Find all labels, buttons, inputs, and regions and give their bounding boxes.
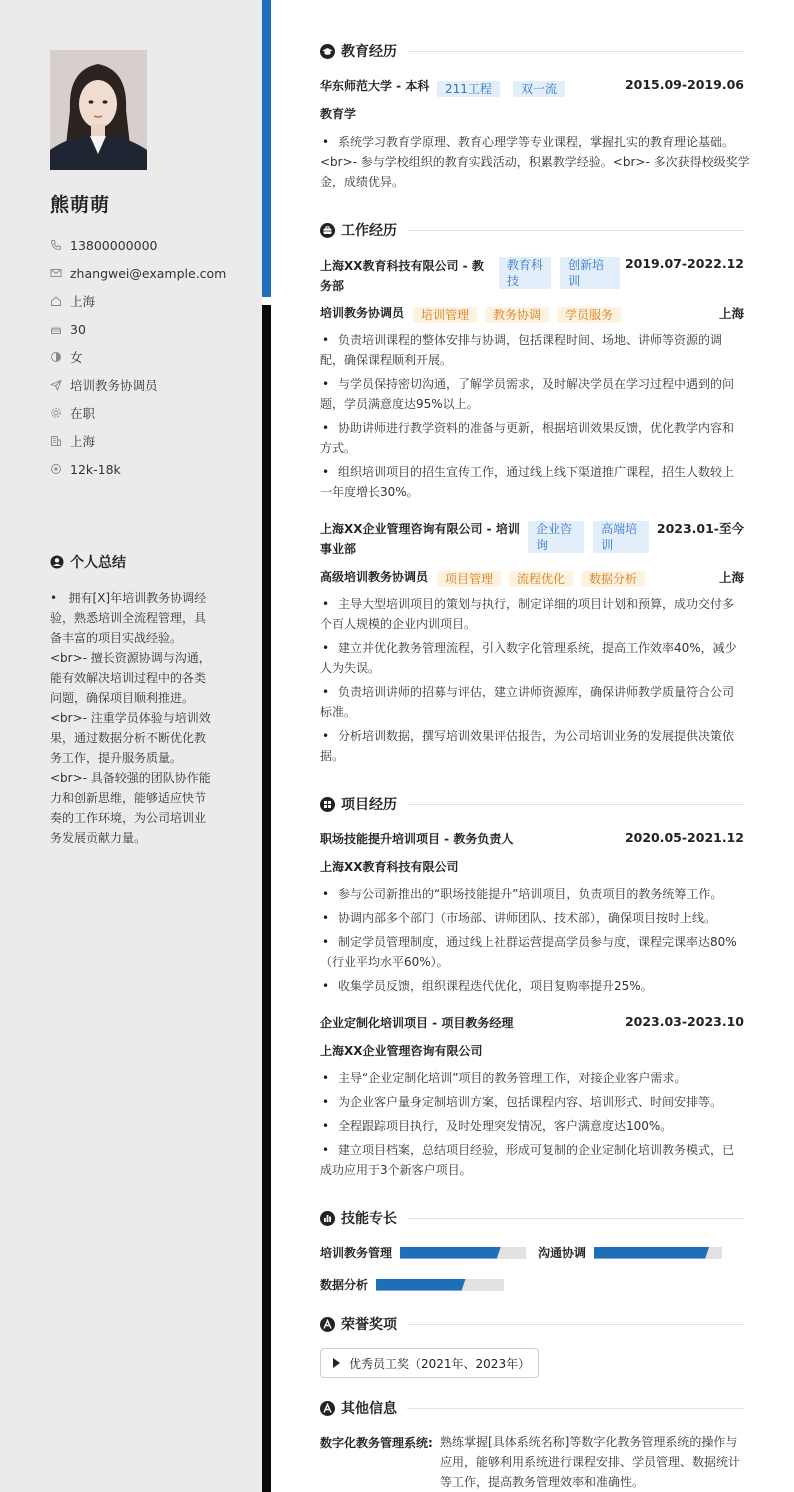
summary-line: 果，通过数据分析不断优化教 [50,731,207,745]
job-bullets [320,330,744,506]
other-label: 数字化教务管理系统: [320,1436,433,1450]
job-company: 上海XX企业管理咨询有限公司 - 培训 事业部 [320,522,520,556]
award-text: 优秀员工奖（2021年、2023年） [349,1356,531,1371]
project-bullet: • 协调内部多个部门（市场部、讲师团队、技术部），确保项目按时上线。 [320,908,744,928]
skill-item [538,1244,722,1261]
info-gender [50,343,250,371]
contact-info-list [50,231,250,483]
job-tag: 教育科 技 [499,257,551,289]
info-city [50,427,250,455]
phone-icon [50,239,62,251]
salary-text: 12k-18k [70,461,121,477]
skill-fill [400,1247,501,1259]
job-bullet: • 负责培训课程的整体安排与协调，包括课程时间、场地、讲师等资源的调 配，确保课程顺利开展。 [320,330,744,370]
education-tag: 211工程 [437,81,500,97]
project-bullets [320,884,744,1000]
major-name: 教育学 [320,107,357,121]
project-bullet: • 参与公司新推出的“职场技能提升”培训项目，负责项目的教务统筹工作。 [320,884,744,904]
project-bullet: • 制定学员管理制度，通过线上社群运营提高学员参与度，课程完课率达80% （行业平均水平60%）。 [320,932,744,972]
status-gear-icon [50,407,62,419]
skills-heading [320,1208,744,1228]
info-icon [320,1401,335,1416]
section-rule [407,1218,744,1219]
skill-name: 培训教务管理 [320,1246,393,1260]
info-age [50,315,250,343]
job-bullet: • 分析培训数据，撰写培训效果评估报告，为公司培训业务的发展提供决策依 据。 [320,726,744,766]
sidebar [0,0,262,1492]
home-icon [50,295,62,307]
divider-bar [262,305,271,1492]
skill-item [320,1244,526,1261]
info-location [50,287,250,315]
project-name: 职场技能提升培训项目 - 教务负责人 [320,832,514,846]
skill-name: 数据分析 [320,1278,369,1292]
summary-body [50,588,212,848]
skill-tag: 教务协调 [485,307,549,323]
summary-line: 验，熟悉培训全流程管理，具 [50,611,207,625]
project-company: 上海XX教育科技有限公司 [320,860,459,874]
grid-icon [320,797,335,812]
info-email [50,259,250,287]
skills-title: 技能专长 [341,1211,397,1227]
job-role: 高级培训教务协调员 [320,570,429,584]
job-bullet: • 协助讲师进行教学资料的准备与更新，根据培训效果反馈，优化教学内容和 方式。 [320,418,744,458]
skill-tag: 项目管理 [437,571,501,587]
project-date: 2023.03-2023.10 [624,1014,744,1029]
salary-icon [50,463,62,475]
summary-line: 能有效解决培训过程中的各类 [50,671,207,685]
job-location: 上海 [718,306,744,321]
project-bullet: • 为企业客户量身定制培训方案，包括课程内容、培训形式、时间安排等。 [320,1092,744,1112]
project-bullet: • 收集学员反馈，组织课程迭代优化，项目复购率提升25%。 [320,976,744,996]
other-title: 其他信息 [341,1401,397,1417]
project-date: 2020.05-2021.12 [624,830,744,845]
award-item[interactable] [320,1348,539,1378]
section-rule [407,1324,744,1325]
job-date: 2023.01-至今 [656,521,744,536]
summary-line: 力和创新思维，能够适应快节 [50,791,207,805]
building-icon [50,435,62,447]
email-text: zhangwei@example.com [70,265,227,281]
send-icon [50,379,62,391]
age-text: 30 [70,321,86,337]
job-role: 培训教务协调员 [320,306,405,320]
skill-tag: 培训管理 [413,307,477,323]
bar-chart-icon [320,1211,335,1226]
summary-title-text: 个人总结 [70,555,126,571]
job-skill-tags [413,304,629,323]
skill-item [320,1276,504,1293]
city-text: 上海 [70,434,96,449]
job-bullet: • 主导大型培训项目的策划与执行，制定详细的项目计划和预算，成功交付多 个百人规模的企业内训项目。 [320,594,744,634]
project-name: 企业定制化培训项目 - 项目教务经理 [320,1016,514,1030]
section-rule [407,1408,744,1409]
status-text: 在职 [70,406,96,421]
skill-tag: 学员服务 [557,307,621,323]
location-text: 上海 [70,294,96,309]
work-heading [320,220,744,240]
graduation-cap-icon [320,44,335,59]
job-bullet: • 建立并优化教务管理流程，引入数字化管理系统，提高工作效率40%，减少 人为失误。 [320,638,744,678]
school-name: 华东师范大学 - 本科 [320,79,430,93]
education-desc-item: • 系统学习教育学原理、教育心理学等专业课程，掌握扎实的教育理论基础。 <br>- 参与学校组织的教育实践活动，积累教学经验。<br>- 多次获得校级奖学 金，成绩优异。 [320,132,744,192]
summary-line: <br>- 擅长资源协调与沟通， [50,651,211,665]
education-heading [320,41,744,61]
skill-tag: 流程优化 [509,571,573,587]
info-phone [50,231,250,259]
projects-title: 项目经历 [341,797,397,813]
job-bullet: • 组织培训项目的招生宣传工作，通过线上线下渠道推广课程，招生人数较上 一年度增长30%。 [320,462,744,502]
phone-text: 13800000000 [70,237,158,253]
job-company: 上海XX教育科技有限公司 - 教 务部 [320,259,484,293]
summary-heading [50,552,126,572]
education-tag: 双一流 [513,81,565,97]
summary-line: <br>- 注重学员体验与培训效 [50,711,211,725]
profile-photo [50,50,147,170]
other-heading [320,1398,744,1418]
education-desc [320,132,750,196]
gender-icon [50,351,62,363]
briefcase-icon [320,223,335,238]
job-tags [528,521,649,553]
user-circle-icon [50,555,64,569]
job-date: 2019.07-2022.12 [624,256,744,271]
position-text: 培训教务协调员 [70,378,158,393]
info-salary [50,455,250,483]
gender-text: 女 [70,350,83,365]
honors-title: 荣誉奖项 [341,1317,397,1333]
job-skill-tags [437,568,653,587]
summary-line: <br>- 具备较强的团队协作能 [50,771,211,785]
job-bullets [320,594,744,770]
job-tag: 高端培 训 [593,521,649,553]
project-bullet: • 主导“企业定制化培训”项目的教务管理工作，对接企业客户需求。 [320,1068,744,1088]
summary-line: 奏的工作环境，为公司培训业 [50,811,207,825]
info-status [50,399,250,427]
info-position [50,371,250,399]
summary-line: 备丰富的项目实战经验。 [50,631,183,645]
mail-icon [50,267,62,279]
projects-heading [320,794,744,814]
section-rule [407,230,744,231]
skill-track [400,1247,526,1259]
skill-fill [594,1247,709,1259]
summary-line: 务发展贡献力量。 [50,831,147,845]
skill-name: 沟通协调 [538,1246,587,1260]
skill-track [594,1247,722,1259]
job-bullet: • 负责培训讲师的招募与评估，建立讲师资源库，确保讲师教学质量符合公司 标准。 [320,682,744,722]
accent-bar [262,0,271,297]
skill-track [376,1279,504,1291]
cake-icon [50,323,62,335]
education-title: 教育经历 [341,44,397,60]
candidate-name: 熊萌萌 [50,194,111,216]
job-tags [499,257,620,289]
job-location: 上海 [718,570,744,585]
education-tags [437,78,565,97]
education-date: 2015.09-2019.06 [624,77,744,92]
award-icon [320,1317,335,1332]
skill-tag: 数据分析 [581,571,645,587]
other-desc: 熟练掌握[具体系统名称]等数字化教务管理系统的操作与 应用，能够利用系统进行课程安排、学员管理、数据统计 等工作，提高教务管理效率和准确性。 [440,1435,741,1489]
summary-line: 问题，确保项目顺利推进。 [50,691,195,705]
summary-line: 务工作，提升服务质量。 [50,751,183,765]
job-tag: 创新培 训 [560,257,620,289]
summary-line: • 拥有[X]年培训教务协调经 [50,591,207,605]
skill-fill [376,1279,466,1291]
job-bullet: • 与学员保持密切沟通，了解学员需求，及时解决学员在学习过程中遇到的问 题，学员满意度达95%以上。 [320,374,744,414]
project-bullet: • 建立项目档案，总结项目经验，形成可复制的企业定制化培训教务模式，已 成功应用于3个新客户项目。 [320,1140,744,1180]
job-tag: 企业咨 询 [528,521,584,553]
section-rule [407,804,744,805]
play-triangle-icon [333,1358,340,1368]
honors-heading [320,1314,744,1334]
project-bullets [320,1068,744,1184]
project-company: 上海XX企业管理咨询有限公司 [320,1044,483,1058]
section-rule [407,51,744,52]
work-title: 工作经历 [341,223,397,239]
project-bullet: • 全程跟踪项目执行，及时处理突发情况，客户满意度达100%。 [320,1116,744,1136]
